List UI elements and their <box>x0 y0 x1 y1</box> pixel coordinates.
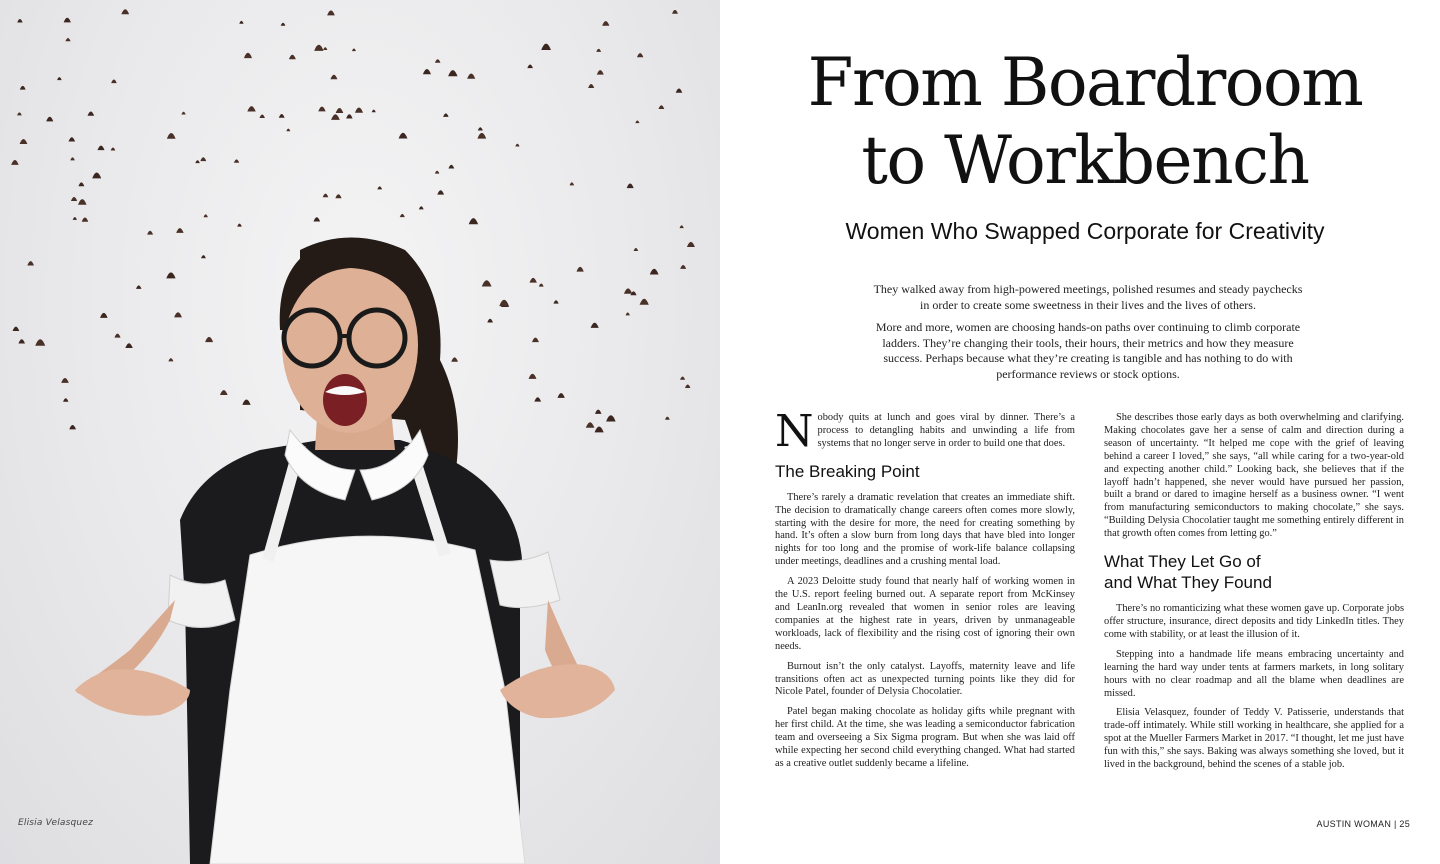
chocolate-chip <box>626 313 630 316</box>
body-paragraph: Patel began making chocolate as holiday gifts while pregnant with her first child. At the time, she was leading a semiconductor fabrication team and overseeing a Six Sigma program. But when she was laid off while expecting her second child everything changed. What had started as a creative outlet suddenly became a lifeline. <box>775 706 1075 769</box>
chocolate-chip <box>685 384 690 387</box>
chocolate-chip <box>234 159 239 162</box>
chocolate-chip <box>323 47 327 50</box>
chocolate-chip <box>318 107 325 112</box>
chocolate-chip <box>499 300 509 306</box>
chocolate-chip <box>467 74 475 79</box>
chocolate-chip <box>82 218 89 222</box>
article-subheadline: Women Who Swapped Corporate for Creativity <box>845 218 1325 244</box>
body-paragraph: She describes those early days as both overwhelming and clarifying. Making chocolates gave her a sense of calm and direction during a season of uncertainty. “It helped me cope with the grief of leaving behind a career I loved,” she says, “all while caring for a two-year-old and expecting another child.” Looking back, she believes that if the layoff hadn’t happened, she never would have pursued her passion, built a brand or dared to imagine herself as a business owner. “I went from manufacturing semiconductors to making chocolate,” she says. “Building Delysia Chocolatier taught me something entirely different in that growth often comes from letting go.” <box>1104 412 1404 540</box>
chocolate-chip <box>532 338 539 343</box>
chocolate-chip <box>330 75 337 79</box>
chocolate-chip <box>136 285 141 289</box>
chocolate-chip <box>541 44 551 50</box>
chocolate-chip <box>482 280 492 286</box>
chocolate-chip <box>174 312 182 317</box>
chocolate-chip <box>477 133 486 139</box>
chocolate-chip <box>534 397 541 401</box>
chocolate-chip <box>46 117 53 122</box>
chocolate-chip <box>71 197 77 201</box>
chocolate-chip <box>665 417 670 420</box>
section-heading-breaking-point: The Breaking Point <box>775 461 920 481</box>
chocolate-chip <box>624 288 632 293</box>
chocolate-chip <box>680 376 685 379</box>
chocolate-chip <box>114 334 120 338</box>
chocolate-chip <box>121 9 129 14</box>
page-folio: AUSTIN WOMAN | 25 <box>1316 819 1410 829</box>
chocolate-chip <box>377 186 382 189</box>
chocolate-chip <box>687 242 695 247</box>
chocolate-chip <box>437 190 444 194</box>
chocolate-chip <box>515 144 519 147</box>
chocolate-chip <box>680 265 686 269</box>
chocolate-chip <box>469 218 478 224</box>
chocolate-chip <box>588 84 594 88</box>
chocolate-chip <box>279 114 285 118</box>
chocolate-chip <box>595 426 604 432</box>
chocolate-chip <box>443 113 448 117</box>
chocolate-chip <box>64 18 71 23</box>
chocolate-chip <box>676 88 683 92</box>
chocolate-chip <box>100 313 108 318</box>
chocolate-chip <box>346 114 352 118</box>
chocolate-chip <box>35 339 45 345</box>
chocolate-chip <box>168 358 173 361</box>
chocolate-chip <box>637 53 643 57</box>
chocolate-chip <box>70 157 74 160</box>
body-paragraph: There’s rarely a dramatic revelation that creates an immediate shift. The decision to dramatically change careers often comes more slowly, starting with the desire for more, the need for creating something by hand. It’s often a slow burn from long days that have bled into longer nights for too long and the promise of work-life balance collapsing under meetings, deadlines and a crushing mental load. <box>775 491 1075 568</box>
chocolate-chip <box>205 337 213 342</box>
chocolate-chip <box>204 214 208 217</box>
chocolate-chip <box>680 225 684 228</box>
chocolate-chip <box>423 69 431 74</box>
chocolate-chip <box>259 114 264 118</box>
text-column-left <box>775 406 1075 778</box>
chocolate-chip <box>78 182 84 186</box>
chocolate-chip <box>435 59 441 63</box>
chocolate-chip <box>13 327 20 331</box>
chocolate-chip <box>65 38 70 41</box>
chocolate-chip <box>73 217 77 220</box>
chocolate-chip <box>111 79 117 83</box>
chocolate-chip <box>448 165 454 169</box>
chocolate-chip <box>419 206 424 209</box>
chocolate-chip <box>640 299 649 305</box>
chocolate-chip <box>27 261 34 265</box>
article-intro <box>868 282 1308 389</box>
chocolate-chip <box>372 110 376 113</box>
chocolate-chip <box>195 160 199 163</box>
chocolate-chip <box>335 194 341 198</box>
chocolate-chip <box>435 171 440 174</box>
chocolate-chip <box>220 390 228 395</box>
body-paragraph: Stepping into a handmade life means embracing uncertainty and learning the hard way under tents at farmers markets, in long solitary hours with no clear roadmap and all the blame when deadlines are missed. <box>1104 648 1404 699</box>
chocolate-chip <box>586 422 595 428</box>
chocolate-chip <box>20 86 26 90</box>
chocolate-chip <box>111 148 116 151</box>
chocolate-chip <box>200 157 206 161</box>
chocolate-chip <box>323 194 329 198</box>
chocolate-chip <box>658 105 664 109</box>
section-heading-let-go <box>1104 551 1404 593</box>
chocolate-chip <box>78 199 87 205</box>
chocolate-chip <box>167 133 176 139</box>
drop-cap: N <box>775 406 814 457</box>
chocolate-chip <box>286 129 290 132</box>
chocolate-chip <box>11 160 19 165</box>
intro-paragraph: They walked away from high-powered meetings, polished resumes and steady paychecks in order to create some sweetness in their lives and the lives of others. <box>873 282 1303 312</box>
chocolate-chip <box>313 217 320 221</box>
heading-line: What They Let Go of <box>1104 552 1261 572</box>
chocolate-chip <box>176 228 183 233</box>
chocolate-chip <box>147 231 153 235</box>
lead-paragraph <box>775 406 1075 457</box>
chocolate-chip <box>596 49 601 52</box>
chocolate-chip <box>627 184 634 189</box>
chocolate-chip <box>18 339 25 343</box>
chocolate-chip <box>577 267 584 272</box>
chocolate-chip <box>57 77 62 80</box>
text-column-right <box>1104 412 1404 779</box>
chocolate-chip <box>17 112 22 115</box>
chocolate-chip <box>244 53 252 58</box>
chocolate-chip <box>352 48 356 51</box>
chocolate-chip <box>247 106 255 111</box>
chocolate-chip <box>355 108 363 113</box>
article-headline <box>750 44 1420 200</box>
chocolate-chip <box>63 398 68 402</box>
chocolate-chip <box>17 19 22 22</box>
chocolate-chip <box>635 120 639 123</box>
chocolate-chip <box>591 323 599 328</box>
chocolate-chip <box>181 112 185 115</box>
chocolate-chip <box>478 127 483 130</box>
chocolate-chip <box>166 272 175 278</box>
chocolate-chip <box>553 300 558 303</box>
chocolate-chip <box>530 278 537 283</box>
chocolate-chip <box>602 21 609 26</box>
chocolate-chip <box>239 21 243 24</box>
chocolate-chip <box>539 283 544 286</box>
chocolate-chip <box>597 70 604 75</box>
photo-credit: Elisia Velasquez <box>18 818 94 828</box>
chocolate-chip <box>606 415 616 421</box>
body-paragraph: Burnout isn’t the only catalyst. Layoffs, maternity leave and life transitions often act as unexpected turning points like they did for Nicole Patel, founder of Delysia Chocolatier. <box>775 660 1075 698</box>
chocolate-chip <box>650 269 659 275</box>
headline-line-1: From Boardroom <box>807 44 1363 121</box>
chocolate-chip <box>97 146 104 151</box>
chocolate-chip <box>527 65 533 69</box>
chocolate-chip <box>242 399 250 404</box>
chocolate-chip <box>68 137 75 141</box>
body-paragraph: There’s no romanticizing what these women gave up. Corporate jobs offer structure, insurance, direct deposits and tidy LinkedIn titles. They come with stability, or at least the illusion of it. <box>1104 603 1404 640</box>
chocolate-chip <box>20 139 28 144</box>
chocolate-chip <box>595 410 601 414</box>
chocolate-chip <box>125 343 132 348</box>
chocolate-chip <box>327 10 335 15</box>
heading-line: and What They Found <box>1104 573 1272 593</box>
chocolate-chip <box>336 108 344 113</box>
chocolate-chip <box>672 10 678 14</box>
chocolate-chip <box>570 182 575 185</box>
headline-line-2: to Workbench <box>861 122 1309 199</box>
body-paragraph: Elisia Velasquez, founder of Teddy V. Patisserie, understands that trade-off intimately. While still working in healthcare, she applied for a spot at the Mueller Farmers Market in 2017. “I thought, let me just have fun with this,” she says. Baking was always something she loved, but it lived in the background, behind the scenes of a stable job. <box>1104 707 1404 771</box>
lead-text: obody quits at lunch and goes viral by dinner. There’s a process to detangling habits and unwinding a life from systems that no longer serve in order to build one that does. <box>817 412 1075 449</box>
body-paragraph: A 2023 Deloitte study found that nearly half of working women in the U.S. report feeling burned out. A separate report from McKinsey and LeanIn.org revealed that women in senior roles are leaving companies at the highest rate in years, driven by unmanageable workloads, lack of flexibility and the rising cost of ignoring their own needs. <box>775 576 1075 652</box>
chocolate-chip <box>314 45 323 51</box>
chocolate-chip <box>448 70 457 76</box>
chocolate-chip <box>61 378 69 383</box>
chocolate-chip <box>289 55 296 59</box>
chocolate-chip <box>451 357 458 361</box>
chocolate-chip <box>201 255 206 258</box>
chocolate-chip <box>237 224 241 227</box>
chocolate-chip <box>399 133 408 139</box>
chocolate-chip <box>331 114 340 120</box>
chocolate-chip <box>281 23 286 26</box>
chocolate-chip <box>634 248 639 251</box>
chocolate-chip <box>400 214 405 217</box>
chocolate-chip <box>487 319 493 323</box>
chocolate-chip <box>92 173 101 179</box>
intro-paragraph: More and more, women are choosing hands-on paths over continuing to climb corporate ladders. They’re changing their tools, their hours, their metrics and how they measure success. Perhaps because what they’re creating is tangible and has nothing to do with performance reviews or stock options. <box>875 320 1301 381</box>
chocolate-chip <box>88 111 95 115</box>
chocolate-chip <box>557 393 564 398</box>
chocolate-chip <box>69 425 76 429</box>
chocolate-chip <box>529 374 537 379</box>
